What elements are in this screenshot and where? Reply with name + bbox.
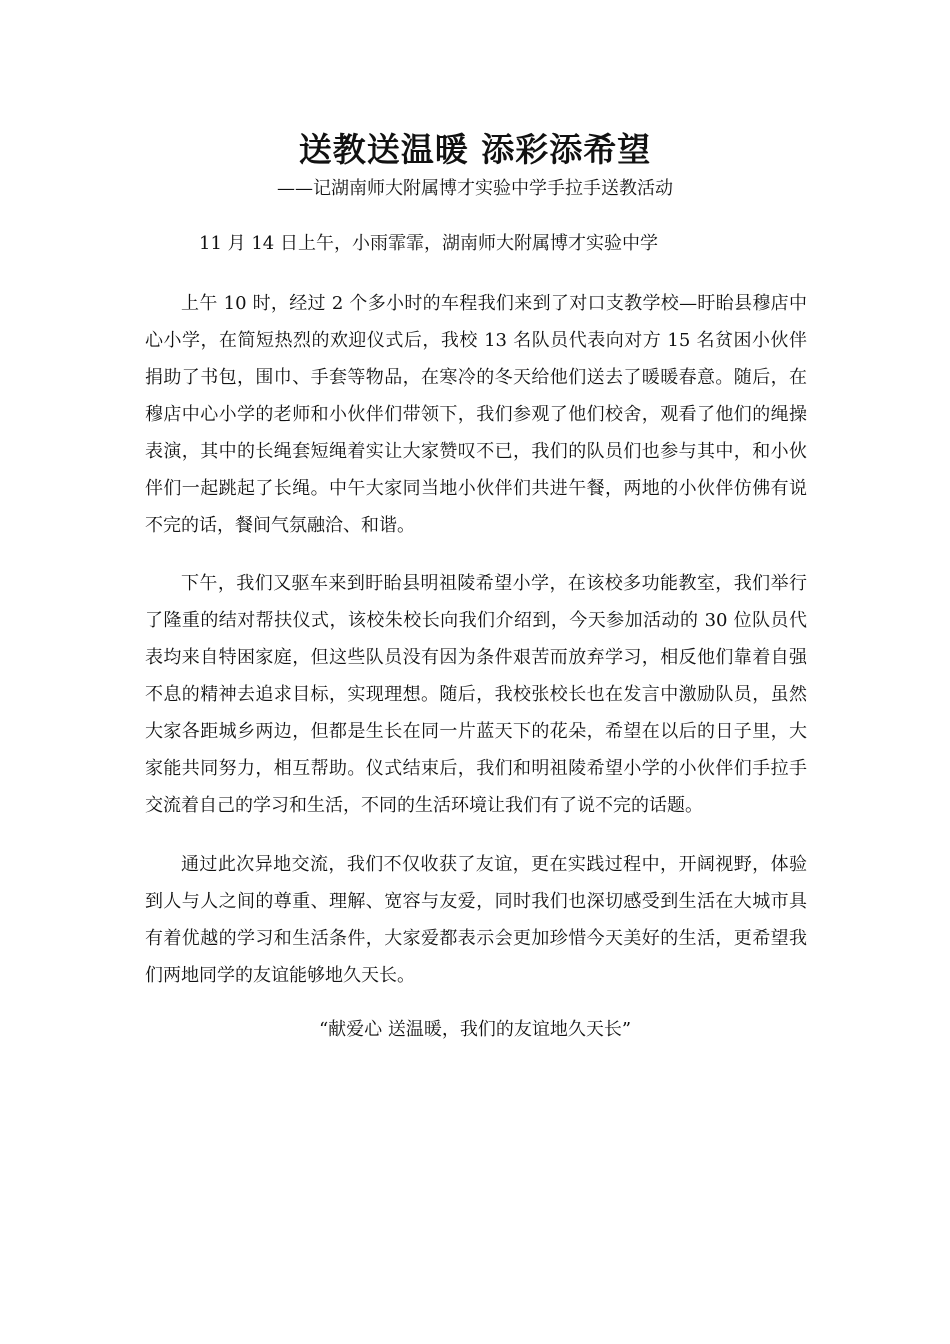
paragraph-conclusion: 通过此次异地交流，我们不仅收获了友谊，更在实践过程中，开阔视野，体验到人与人之间的尊重、理解、宽容与友爱，同时我们也深切感受到生活在大城市具有着优越的学习和生活条件，大家爱都表示会更加珍惜今天美好的生活，更希望我们两地同学的友谊能够地久天长。 bbox=[145, 854, 807, 986]
paragraph-afternoon: 下午，我们又驱车来到盱眙县明祖陵希望小学，在该校多功能教室，我们举行了隆重的结对帮扶仪式，该校朱校长向我们介绍到，今天参加活动的 30 位队员代表均来自特困家庭，但这些队员没有因为条件艰苦而放弃学习，相反他们靠着自强不息的精神去追求目标，实现理想。随后，我校张校长也在发言中激励队员，虽然大家各距城乡两边，但都是生长在同一片蓝天下的花朵，希望在以后的日子里，大家能共同努力，相互帮助。仪式结束后，我们和明祖陵希望小学的小伙伴们手拉手交流着自己的学习和生活，不同的生活环境让我们有了说不完的话题。 bbox=[145, 573, 807, 816]
document-subtitle: ——记湖南师大附属博才实验中学手拉手送教活动 bbox=[277, 178, 673, 199]
paragraph-morning: 上午 10 时，经过 2 个多小时的车程我们来到了对口支教学校—盱眙县穆店中心小学，在简短热烈的欢迎仪式后，我校 13 名队员代表向对方 15 名贫困小伙伴捐助了书包，围巾、手套等物品，在寒冷的冬天给他们送去了暖暖春意。随后，在穆店中心小学的老师和小伙伴们带领下，我们参观了他们校舍，观看了他们的绳操表演，其中的长绳套短绳着实让大家赞叹不已，我们的队员们也参与其中，和小伙伴们一起跳起了长绳。中午大家同当地小伙伴们共进午餐，两地的小伙伴仿佛有说不完的话，餐间气氛融洽、和谐。 bbox=[145, 293, 807, 536]
document-title: 送教送温暖 添彩添希望 bbox=[298, 130, 652, 169]
intro-line: 11 月 14 日上午，小雨霏霏，湖南师大附属博才实验中学 bbox=[199, 233, 658, 254]
closing-quote: “献爱心 送温暖，我们的友谊地久天长” bbox=[318, 1019, 632, 1040]
